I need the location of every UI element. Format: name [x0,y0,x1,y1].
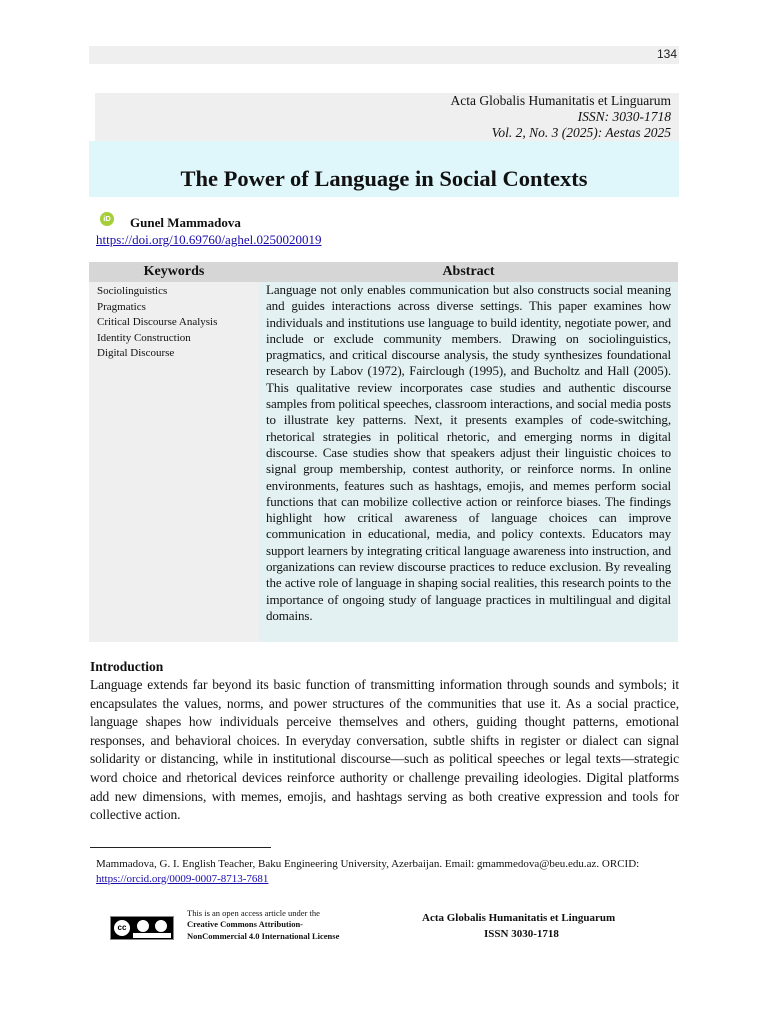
footer-journal-name: Acta Globalis Humanitatis et Linguarum [422,912,616,924]
badge-label-strip [133,933,171,938]
journal-volume: Vol. 2, No. 3 (2025): Aestas 2025 [491,125,671,140]
abstract-header [259,262,678,282]
license-line-3: NonCommercial 4.0 International License [187,930,340,941]
attribution-icon [136,919,150,933]
title-banner [89,141,679,197]
author-name: Gunel Mammadova [130,215,241,230]
footnote-divider [90,847,271,848]
doi-link[interactable]: https://doi.org/10.69760/aghel.0250020019 [96,232,322,247]
page-number: 134 [656,47,677,61]
keyword-item: Sociolinguistics [97,285,168,297]
keywords-list [97,284,217,362]
cc-icon: cc [114,920,130,936]
cc-license-badge[interactable] [110,916,174,940]
keywords-header [89,262,259,282]
license-line-2: Creative Commons Attribution- [187,919,303,930]
abstract-panel [259,282,678,642]
abstract-text: Language not only enables communication but also constructs social meaning and guides interactions across diverse settings. This paper examines how individuals and institutions use language to build identity, negotiate power, and include or exclude community members. Drawing on sociolinguistics, pragmatics, and critical discourse analysis, the study synthesizes foundational research by Labov (1972), Fairclough (1995), and Bucholtz and Hall (2005). This qualitative review incorporates case studies and authentic discourse samples from political speeches, classroom interactions, and social media posts to illustrate key patterns. Next, it presents examples of code-switching, rhetorical strategies in political rhetoric, and emerging norms in digital discourse. Case studies show that speakers adjust their linguistic choices to signal group membership, contest authority, or reinforce norms. In online environments, features such as hashtags, emojis, and memes perform social functions that can mobilize collective action or reinforce biases. The findings highlight how critical awareness of language choices can improve communication in educational, media, and policy contexts. Educators may support learners by integrating critical language awareness into instruction, and organizations can review discourse practices to reduce exclusion. By revealing the active role of language in shaping social realities, this research points to the importance of ongoing study of language practices in multilingual and digital domains. [266,282,671,623]
keyword-item: Digital Discourse [97,347,175,360]
article-title: The Power of Language in Social Contexts [180,166,588,191]
journal-info-box [95,93,679,141]
footnote [96,857,679,886]
journal-issn: ISSN: 3030-1718 [577,109,671,124]
keyword-item: Identity Construction [97,331,191,344]
noncommercial-icon [154,919,168,933]
page-header-bar [89,46,679,64]
orcid-link[interactable]: https://orcid.org/0009-0007-8713-7681 [96,872,269,885]
introduction-heading: Introduction [90,659,164,674]
orcid-icon[interactable]: iD [100,212,114,226]
introduction-paragraph: Language extends far beyond its basic function of transmitting information through sounds and symbols; it encapsulates the values, norms, and power structures of the communities that use it. As a social practice, language shapes how individuals perceive themselves and others, guiding thought patterns, emotional responses, and behavioral choices. In everyday conversation, subtle shifts in register or dialect can signal solidarity or distancing, while in institutional discourse—such as political speeches or legal texts—strategic word choice and rhetorical devices reinforce authority or challenge prevailing ideologies. Digital platforms add new dimensions, with memes, emojis, and hashtags serving as both creative expression and tools for collective action. [90,677,679,823]
license-line-1: This is an open access article under the [187,908,320,918]
keywords-heading: Keywords [143,264,205,279]
footnote-text: Mammadova, G. I. English Teacher, Baku Engineering University, Azerbaijan. Email: gmammedova@beu.edu.az. ORCID: [96,858,640,870]
keyword-item: Critical Discourse Analysis [97,316,218,329]
footer-issn: ISSN 3030-1718 [484,928,559,940]
abstract-heading: Abstract [442,264,495,279]
keywords-panel [89,282,259,642]
keyword-item: Pragmatics [97,300,146,313]
journal-name: Acta Globalis Humanitatis et Linguarum [450,93,671,108]
license-notice [187,908,339,942]
